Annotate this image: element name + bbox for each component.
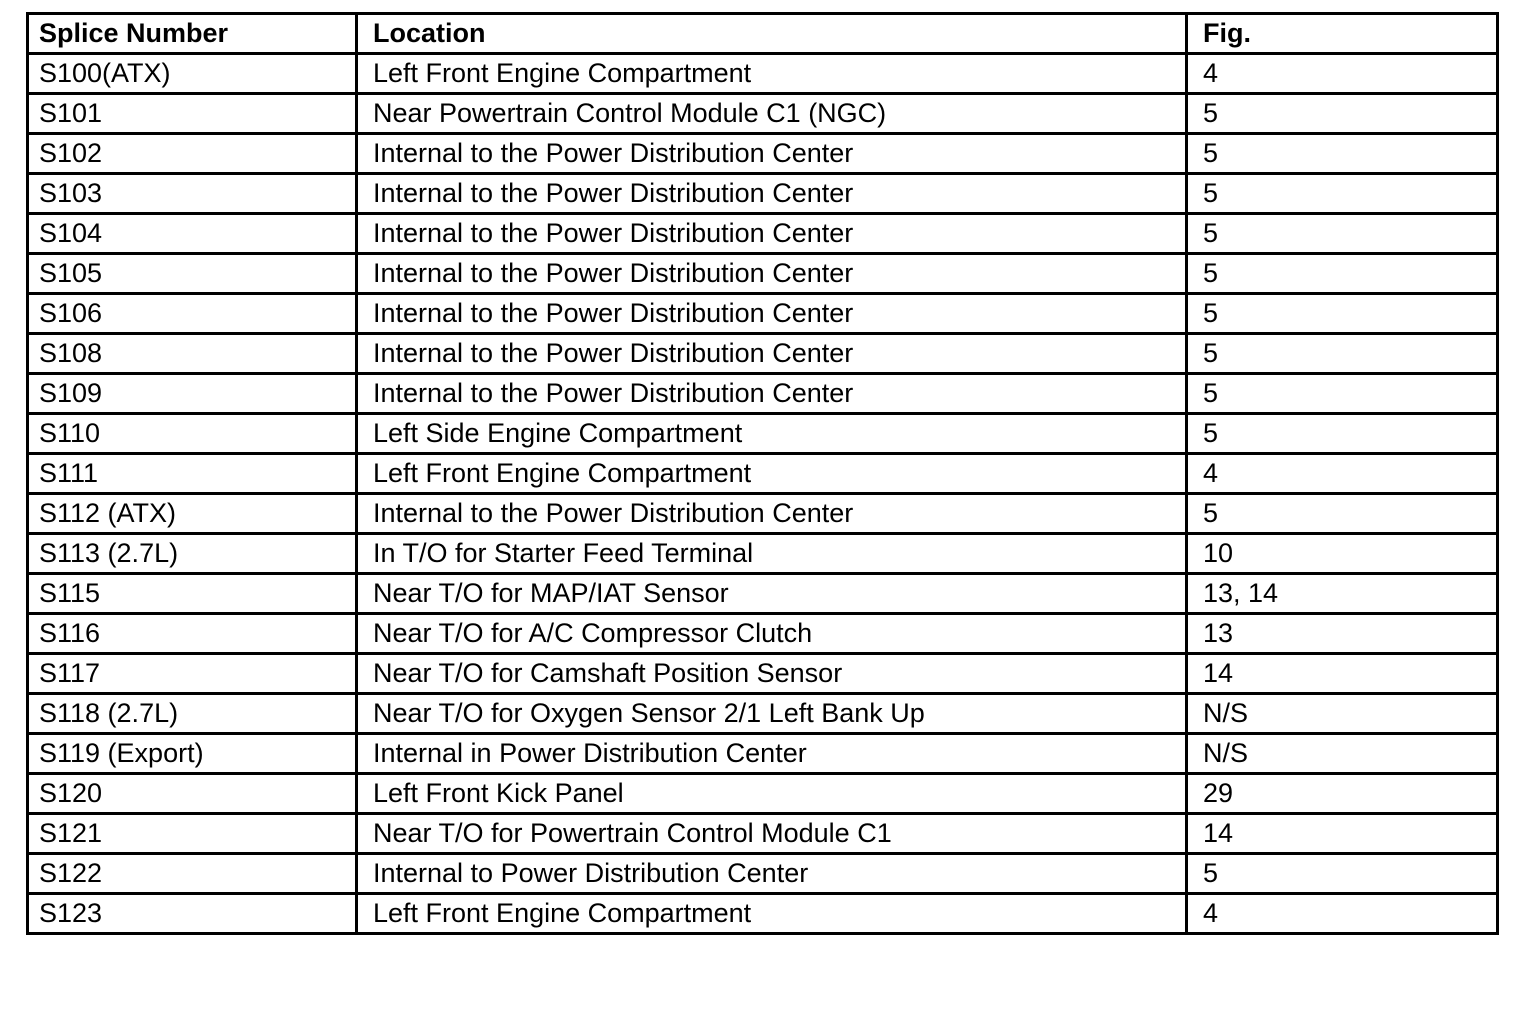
cell-fig: 5 (1187, 294, 1498, 334)
cell-splice-number: S120 (28, 774, 357, 814)
cell-location: Near T/O for Powertrain Control Module C1 (357, 814, 1187, 854)
cell-fig: N/S (1187, 694, 1498, 734)
cell-fig: 5 (1187, 494, 1498, 534)
table-row (28, 734, 1498, 774)
cell-splice-number: S110 (28, 414, 357, 454)
cell-location: Internal to the Power Distribution Center (357, 294, 1187, 334)
table-row (28, 854, 1498, 894)
cell-splice-number: S116 (28, 614, 357, 654)
cell-splice-number: S103 (28, 174, 357, 214)
cell-fig: 4 (1187, 454, 1498, 494)
table-row (28, 374, 1498, 414)
cell-splice-number: S101 (28, 94, 357, 134)
table-row (28, 814, 1498, 854)
table-header-row (28, 14, 1498, 54)
cell-splice-number: S100(ATX) (28, 54, 357, 94)
cell-fig: 5 (1187, 174, 1498, 214)
cell-splice-number: S121 (28, 814, 357, 854)
cell-location: Internal to the Power Distribution Center (357, 494, 1187, 534)
cell-location: Internal to the Power Distribution Center (357, 214, 1187, 254)
table-row (28, 614, 1498, 654)
table-row (28, 654, 1498, 694)
splice-location-table (26, 12, 1499, 935)
cell-fig: 14 (1187, 814, 1498, 854)
table-row (28, 414, 1498, 454)
header-splice-number: Splice Number (28, 14, 357, 54)
cell-splice-number: S108 (28, 334, 357, 374)
cell-splice-number: S112 (ATX) (28, 494, 357, 534)
cell-location: Internal to the Power Distribution Center (357, 374, 1187, 414)
cell-fig: 5 (1187, 374, 1498, 414)
cell-location: Left Front Engine Compartment (357, 894, 1187, 934)
table-row (28, 254, 1498, 294)
cell-splice-number: S115 (28, 574, 357, 614)
cell-splice-number: S123 (28, 894, 357, 934)
cell-location: Left Side Engine Compartment (357, 414, 1187, 454)
cell-fig: 4 (1187, 54, 1498, 94)
cell-location: Left Front Engine Compartment (357, 454, 1187, 494)
cell-fig: 5 (1187, 254, 1498, 294)
cell-fig: 10 (1187, 534, 1498, 574)
table-row (28, 294, 1498, 334)
cell-fig: 5 (1187, 414, 1498, 454)
cell-location: Left Front Engine Compartment (357, 54, 1187, 94)
cell-splice-number: S119 (Export) (28, 734, 357, 774)
cell-splice-number: S118 (2.7L) (28, 694, 357, 734)
header-location: Location (357, 14, 1187, 54)
cell-fig: 5 (1187, 334, 1498, 374)
cell-fig: 5 (1187, 214, 1498, 254)
cell-fig: 29 (1187, 774, 1498, 814)
cell-location: Near T/O for MAP/IAT Sensor (357, 574, 1187, 614)
cell-splice-number: S102 (28, 134, 357, 174)
header-fig: Fig. (1187, 14, 1498, 54)
cell-splice-number: S109 (28, 374, 357, 414)
cell-location: Left Front Kick Panel (357, 774, 1187, 814)
cell-fig: 13 (1187, 614, 1498, 654)
table-body (28, 54, 1498, 934)
table-row (28, 334, 1498, 374)
cell-splice-number: S113 (2.7L) (28, 534, 357, 574)
cell-location: Near T/O for Camshaft Position Sensor (357, 654, 1187, 694)
table-row (28, 214, 1498, 254)
cell-splice-number: S111 (28, 454, 357, 494)
cell-fig: 5 (1187, 854, 1498, 894)
cell-location: Internal to the Power Distribution Center (357, 254, 1187, 294)
cell-location: Near Powertrain Control Module C1 (NGC) (357, 94, 1187, 134)
cell-splice-number: S106 (28, 294, 357, 334)
cell-location: Near T/O for Oxygen Sensor 2/1 Left Bank Up (357, 694, 1187, 734)
table-row (28, 774, 1498, 814)
cell-fig: 5 (1187, 94, 1498, 134)
cell-location: Near T/O for A/C Compressor Clutch (357, 614, 1187, 654)
cell-splice-number: S104 (28, 214, 357, 254)
table-row (28, 894, 1498, 934)
cell-splice-number: S105 (28, 254, 357, 294)
table-row (28, 174, 1498, 214)
cell-location: Internal to Power Distribution Center (357, 854, 1187, 894)
cell-location: Internal in Power Distribution Center (357, 734, 1187, 774)
table-row (28, 534, 1498, 574)
cell-location: In T/O for Starter Feed Terminal (357, 534, 1187, 574)
cell-splice-number: S117 (28, 654, 357, 694)
table-row (28, 134, 1498, 174)
cell-fig: 5 (1187, 134, 1498, 174)
cell-location: Internal to the Power Distribution Center (357, 134, 1187, 174)
cell-fig: N/S (1187, 734, 1498, 774)
cell-location: Internal to the Power Distribution Center (357, 174, 1187, 214)
cell-fig: 4 (1187, 894, 1498, 934)
cell-fig: 14 (1187, 654, 1498, 694)
cell-splice-number: S122 (28, 854, 357, 894)
table-row (28, 574, 1498, 614)
table-row (28, 454, 1498, 494)
cell-fig: 13, 14 (1187, 574, 1498, 614)
table-row (28, 54, 1498, 94)
table-row (28, 494, 1498, 534)
table-row (28, 694, 1498, 734)
table-row (28, 94, 1498, 134)
cell-location: Internal to the Power Distribution Center (357, 334, 1187, 374)
